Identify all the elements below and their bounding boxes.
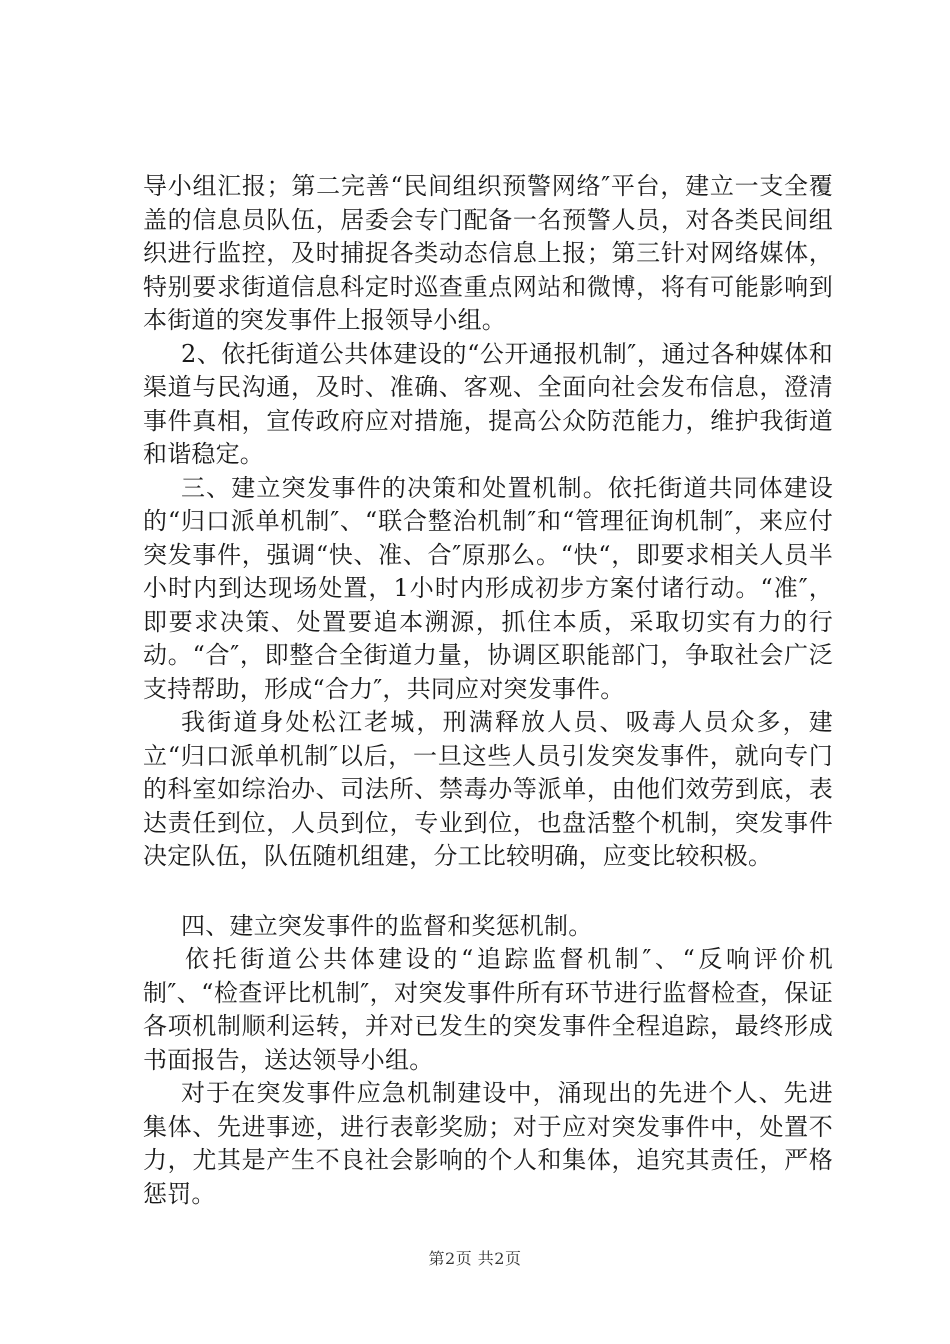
paragraph-street-example: 我街道身处松江老城，刑满释放人员、吸毒人员众多，建立“归口派单机制″以后，一旦这些人员引发突发事件，就向专门的科室如综治办、司法所、禁毒办等派单，由他们效劳到底，表达责任到位，人员到位，专业到位，也盘活整个机制，突发事件决定队伍，队伍随机组建，分工比较明确，应变比较积极。 bbox=[143, 708, 833, 870]
paragraph-supervision-mechanism: 依托街道公共体建设的“追踪监督机制″、“反响评价机制″、“检查评比机制″，对突发事件所有环节进行监督检查，保证各项机制顺利运转，并对已发生的突发事件全程追踪，最终形成书面报告，送达领导小组。 bbox=[143, 945, 833, 1074]
page-footer: 第2页 共2页 bbox=[428, 1249, 522, 1268]
paragraph-continuation: 导小组汇报；第二完善“民间组织预警网络″平台，建立一支全覆盖的信息员队伍，居委会专门配备一名预警人员，对各类民间组织进行监控，及时捕捉各类动态信息上报；第三针对网络媒体，特别要求街道信息科定时巡查重点网站和微博，将有可能影响到本街道的突发事件上报领导小组。 bbox=[143, 172, 833, 334]
paragraph-public-notification: 2、依托街道公共体建设的“公开通报机制″，通过各种媒体和渠道与民沟通，及时、准确、客观、全面向社会发布信息，澄清事件真相，宣传政府应对措施，提高公众防范能力，维护我街道和谐稳定。 bbox=[143, 339, 833, 468]
section-heading-supervision: 四、建立突发事件的监督和奖惩机制。 bbox=[181, 911, 593, 940]
paragraph-decision-mechanism: 三、建立突发事件的决策和处置机制。依托街道共同体建设的“归口派单机制″、“联合整治机制″和“管理征询机制″，来应付突发事件，强调“快、准、合″原那么。“快“，即要求相关人员半小时内到达现场处置，1小时内形成初步方案付诸行动。“准″，即要求决策、处置要追本溯源，抓住本质，采取切实有力的行动。“合″，即整合全街道力量，协调区职能部门，争取社会广泛支持帮助，形成“合力″，共同应对突发事件。 bbox=[143, 473, 833, 703]
document-body bbox=[143, 170, 833, 1211]
paragraph-rewards-penalties: 对于在突发事件应急机制建设中，涌现出的先进个人、先进集体、先进事迹，进行表彰奖励；对于应对突发事件中，处置不力，尤其是产生不良社会影响的个人和集体，追究其责任，严格惩罚。 bbox=[143, 1079, 833, 1208]
